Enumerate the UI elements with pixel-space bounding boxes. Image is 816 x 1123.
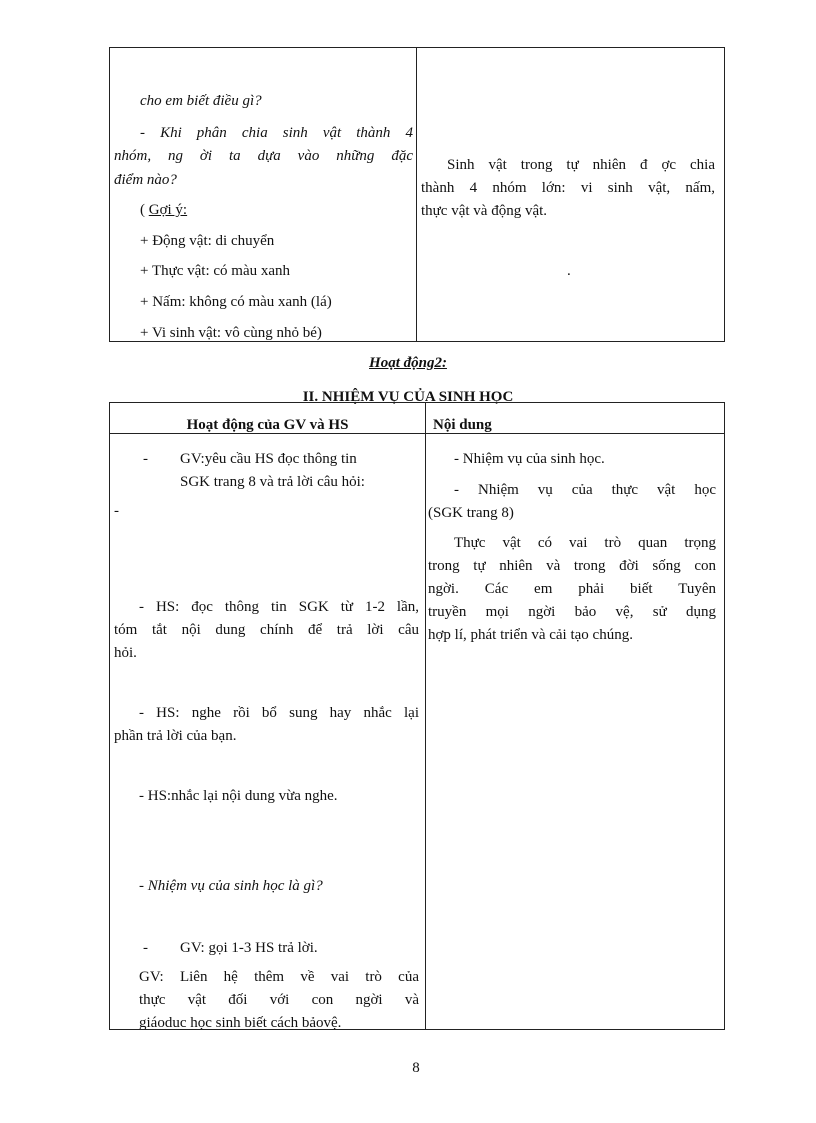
question-line: - Nhiệm vụ của sinh học là gì? (139, 878, 323, 894)
text-line: phần trả lời của bạn. (114, 728, 237, 744)
hint-item: + Nấm: không có màu xanh (lá) (140, 294, 332, 310)
hint-prefix: ( (140, 202, 149, 218)
hint-line (140, 199, 187, 221)
main-table-right-cell (426, 434, 724, 1029)
text-line: cho em biết điều gì? (140, 93, 262, 109)
text-line: điểm nào? (114, 172, 177, 188)
hint-item: + Vi sinh vật: vô cùng nhỏ bé) (140, 325, 322, 341)
text-line: thực vật và động vật. (421, 203, 548, 219)
text-line: truyền mọi ngời bảo vệ, sử dụng (428, 604, 716, 620)
dash: - (143, 451, 148, 467)
dash: - (114, 503, 119, 519)
activity-heading: Hoạt động2: (369, 355, 447, 371)
text-line: trong tự nhiên và trong đời sống con (428, 558, 716, 574)
text-line: (SGK trang 8) (428, 505, 514, 521)
hint-label: Gợi ý: (148, 202, 188, 218)
page-number: 8 (412, 1060, 420, 1076)
text-line: tóm tắt nội dung chính để trả lời câu (114, 622, 419, 638)
text-line: GV: Liên hệ thêm về vai trò của (139, 969, 419, 985)
text-line: nhóm, ng ời ta dựa vào những đặc (114, 148, 413, 164)
text-line: ngời. Các em phải biết Tuyên (428, 581, 716, 597)
dash: - (143, 940, 148, 956)
text-line: giáoduc học sinh biết cách bảovệ. (139, 1015, 342, 1029)
top-table-left-cell (110, 48, 415, 341)
hint-item: + Động vật: di chuyển (140, 233, 275, 249)
text-line: - Nhiệm vụ của sinh học. (454, 451, 605, 467)
text-line: GV:yêu cầu HS đọc thông tin (180, 451, 357, 467)
section-title: II. NHIỆM VỤ CỦA SINH HỌC (302, 389, 514, 405)
text-line: - HS:nhắc lại nội dung vừa nghe. (139, 788, 338, 804)
text-line: Thực vật có vai trò quan trọng (454, 535, 716, 551)
text-line: - Khi phân chia sinh vật thành 4 (140, 125, 413, 141)
text-line: - Nhiệm vụ của thực vật học (454, 482, 716, 498)
text-line: - HS: nghe rồi bổ sung hay nhắc lại (139, 705, 419, 721)
text-line: SGK trang 8 và trả lời câu hỏi: (180, 474, 365, 490)
top-table-right-cell (417, 48, 724, 341)
text-line: Sinh vật trong tự nhiên đ ợc chia (447, 157, 715, 173)
hint-item: + Thực vật: có màu xanh (140, 263, 291, 279)
dot-mark: . (567, 263, 571, 279)
text-line: thực vật đối với con ngời và (139, 992, 419, 1008)
text-line: - HS: đọc thông tin SGK từ 1-2 lần, (139, 599, 419, 615)
column-header-activity: Hoạt động của GV và HS (186, 417, 349, 433)
text-line: hỏi. (114, 645, 137, 661)
text-line: hợp lí, phát triển và cải tạo chúng. (428, 627, 633, 643)
main-table-left-cell (110, 434, 424, 1029)
text-line: GV: gọi 1-3 HS trả lời. (180, 940, 318, 956)
column-header-content: Nội dung (433, 417, 492, 433)
text-line: thành 4 nhóm lớn: vi sinh vật, nấm, (421, 180, 715, 196)
